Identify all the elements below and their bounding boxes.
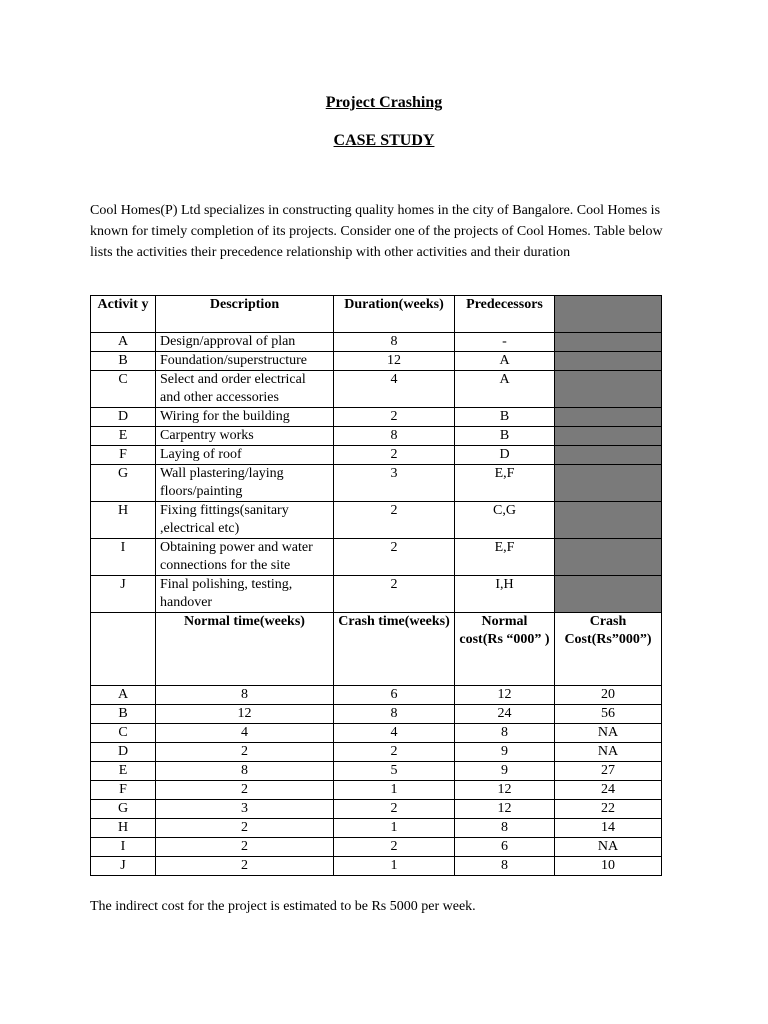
table1-cell: D	[91, 408, 156, 427]
table2-cell: 2	[334, 743, 455, 762]
table2-cell: 20	[555, 686, 662, 705]
table1-row	[91, 427, 662, 446]
table1-cell: E,F	[455, 539, 555, 576]
shaded-cell	[555, 408, 662, 427]
table2-cell: 2	[334, 838, 455, 857]
table2-cell: 2	[156, 857, 334, 876]
table2-row	[91, 762, 662, 781]
table2-cell: 4	[334, 724, 455, 743]
table2-header-cell: Crash time(weeks)	[334, 613, 455, 686]
table1-cell: J	[91, 576, 156, 613]
table1-row	[91, 408, 662, 427]
table2-row	[91, 800, 662, 819]
shaded-cell	[555, 333, 662, 352]
table1-cell: 2	[334, 502, 455, 539]
table2-cell: 14	[555, 819, 662, 838]
table2-cell: B	[91, 705, 156, 724]
table1-cell: 2	[334, 539, 455, 576]
page-subtitle: CASE STUDY	[333, 132, 435, 149]
footer-note: The indirect cost for the project is estimated to be Rs 5000 per week.	[90, 899, 476, 914]
table1-cell: Foundation/superstructure	[156, 352, 334, 371]
table2-cell: H	[91, 819, 156, 838]
shaded-cell	[555, 296, 662, 333]
table1-cell: A	[455, 352, 555, 371]
table2-cell: 8	[455, 857, 555, 876]
table1-cell: I,H	[455, 576, 555, 613]
table2-cell: 8	[156, 762, 334, 781]
table1-cell: Wiring for the building	[156, 408, 334, 427]
table1-header-row	[91, 296, 662, 333]
table1-cell: H	[91, 502, 156, 539]
table2-row	[91, 781, 662, 800]
table2-cell: 6	[334, 686, 455, 705]
table1-row	[91, 371, 662, 408]
table1-cell: 4	[334, 371, 455, 408]
table2-row	[91, 686, 662, 705]
case-study-table	[90, 295, 662, 876]
shaded-cell	[555, 465, 662, 502]
table2-cell: 12	[455, 686, 555, 705]
table2-cell: C	[91, 724, 156, 743]
table1-cell: -	[455, 333, 555, 352]
table2-cell: 27	[555, 762, 662, 781]
table2-cell: D	[91, 743, 156, 762]
shaded-cell	[555, 539, 662, 576]
table1-cell: 3	[334, 465, 455, 502]
table1-cell: 8	[334, 333, 455, 352]
table1-cell: 12	[334, 352, 455, 371]
table1-row	[91, 446, 662, 465]
shaded-cell	[555, 502, 662, 539]
table2-cell: I	[91, 838, 156, 857]
table1-row	[91, 333, 662, 352]
table2-header-cell: Normal time(weeks)	[156, 613, 334, 686]
table2-cell: 1	[334, 781, 455, 800]
table2-header-cell	[91, 613, 156, 686]
table1-row	[91, 502, 662, 539]
table2-cell: 4	[156, 724, 334, 743]
table2-cell: 2	[156, 743, 334, 762]
table2-cell: 8	[455, 819, 555, 838]
table2-cell: 8	[156, 686, 334, 705]
page-title: Project Crashing	[325, 94, 443, 111]
table1-cell: Laying of roof	[156, 446, 334, 465]
table2-cell: 12	[455, 800, 555, 819]
table1-cell: 2	[334, 408, 455, 427]
table1-header-cell: Duration(weeks)	[334, 296, 455, 333]
table2-cell: 56	[555, 705, 662, 724]
table1-cell: Final polishing, testing, handover	[156, 576, 334, 613]
table2-cell: 22	[555, 800, 662, 819]
shaded-cell	[555, 427, 662, 446]
table1-cell: 2	[334, 446, 455, 465]
table2-cell: G	[91, 800, 156, 819]
table2-cell: J	[91, 857, 156, 876]
table2-header-cell: Crash Cost(Rs”000”)	[555, 613, 662, 686]
table2-cell: 8	[334, 705, 455, 724]
table1-row	[91, 352, 662, 371]
table2-header-cell: Normal cost(Rs “000” )	[455, 613, 555, 686]
table2-cell: 1	[334, 819, 455, 838]
table2-cell: 12	[156, 705, 334, 724]
table1-row	[91, 539, 662, 576]
table1-cell: B	[91, 352, 156, 371]
table2-cell: 12	[455, 781, 555, 800]
table1-cell: Carpentry works	[156, 427, 334, 446]
table1-cell: Obtaining power and water connections for the site	[156, 539, 334, 576]
table1-cell: G	[91, 465, 156, 502]
table2-cell: 2	[156, 838, 334, 857]
table2-row	[91, 857, 662, 876]
table2-cell: F	[91, 781, 156, 800]
table2-header-row	[91, 613, 662, 686]
table1-cell: Fixing fittings(sanitary ,electrical etc)	[156, 502, 334, 539]
table1-cell: 2	[334, 576, 455, 613]
table1-header-cell: Description	[156, 296, 334, 333]
table1-cell: C	[91, 371, 156, 408]
table2-cell: 10	[555, 857, 662, 876]
table1-row	[91, 576, 662, 613]
shaded-cell	[555, 352, 662, 371]
table2-cell: 8	[455, 724, 555, 743]
table2-cell: 2	[334, 800, 455, 819]
table2-cell: NA	[555, 724, 662, 743]
table1-cell: A	[455, 371, 555, 408]
table2-cell: 5	[334, 762, 455, 781]
table2-cell: E	[91, 762, 156, 781]
table2-cell: 24	[455, 705, 555, 724]
table1-cell: Select and order electrical and other accessories	[156, 371, 334, 408]
table2-cell: A	[91, 686, 156, 705]
table2-cell: 2	[156, 781, 334, 800]
table1-cell: B	[455, 408, 555, 427]
table2-cell: 6	[455, 838, 555, 857]
table2-row	[91, 838, 662, 857]
table1-cell: Wall plastering/laying floors/painting	[156, 465, 334, 502]
table2-cell: 24	[555, 781, 662, 800]
table1-header-cell: Predecessors	[455, 296, 555, 333]
table2-cell: 9	[455, 762, 555, 781]
table2-row	[91, 819, 662, 838]
table1-cell: 8	[334, 427, 455, 446]
table1-header-cell: Activit y	[91, 296, 156, 333]
table1-cell: E,F	[455, 465, 555, 502]
table1-row	[91, 465, 662, 502]
table1-cell: D	[455, 446, 555, 465]
shaded-cell	[555, 371, 662, 408]
shaded-cell	[555, 446, 662, 465]
table2-row	[91, 705, 662, 724]
table2-cell: 1	[334, 857, 455, 876]
table1-cell: A	[91, 333, 156, 352]
table1-cell: Design/approval of plan	[156, 333, 334, 352]
table2-cell: NA	[555, 743, 662, 762]
table2-row	[91, 743, 662, 762]
table1-cell: B	[455, 427, 555, 446]
table1-cell: I	[91, 539, 156, 576]
table1-cell: E	[91, 427, 156, 446]
table2-cell: 3	[156, 800, 334, 819]
shaded-cell	[555, 576, 662, 613]
table2-cell: NA	[555, 838, 662, 857]
intro-paragraph: Cool Homes(P) Ltd specializes in constructing quality homes in the city of Bangalore. Cool Homes is known for timely completion of its projects. Consider one of the projects of Cool Homes. Table below lists the activities their precedence relationship with other activities and their duration	[90, 203, 663, 260]
table2-cell: 9	[455, 743, 555, 762]
table2-row	[91, 724, 662, 743]
table1-cell: C,G	[455, 502, 555, 539]
table2-cell: 2	[156, 819, 334, 838]
table1-cell: F	[91, 446, 156, 465]
